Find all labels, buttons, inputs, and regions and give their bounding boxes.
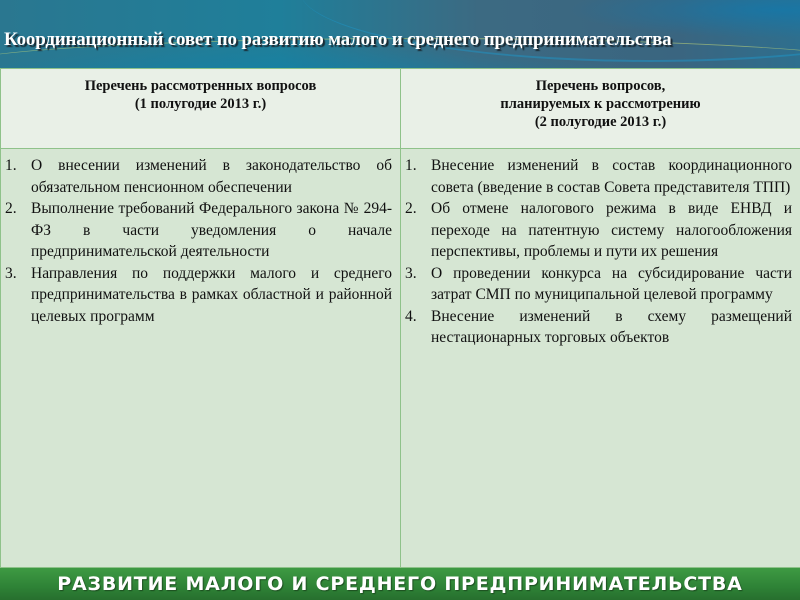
item-text: Направления по поддержки малого и среднего предпринимательства в рамках областной и районной целевых программ — [31, 264, 392, 325]
footer-banner — [0, 568, 800, 600]
item-number: 4. — [405, 307, 417, 325]
list-item — [401, 263, 792, 306]
considered-issues-cell — [1, 149, 401, 568]
list-item — [1, 198, 392, 263]
heading-line: (2 полугодие 2013 г.) — [534, 114, 667, 130]
heading-line: (1 полугодие 2013 г.) — [134, 96, 267, 112]
item-number: 2. — [5, 200, 17, 217]
item-number: 1. — [5, 157, 17, 174]
considered-issues-list — [1, 149, 400, 327]
item-number: 1. — [405, 157, 417, 174]
item-text: Выполнение требований Федерального закона № 294-ФЗ в части уведомления о начале предпринимательской деятельности — [31, 200, 392, 260]
agenda-table — [0, 68, 800, 568]
slide-title: Координационный совет по развитию малого и среднего предпринимательства — [4, 29, 672, 50]
item-text: О внесении изменений в законодательство об обязательном пенсионном обеспечении — [31, 157, 392, 196]
slide-header — [0, 0, 800, 68]
column-heading-second-half — [401, 69, 800, 149]
list-item — [401, 155, 792, 198]
column-heading-first-half — [1, 69, 401, 149]
item-text: Внесение изменений в состав координационного совета (введение в состав Совета представителя ТПП) — [431, 157, 792, 196]
item-text: О проведении конкурса на субсидирование части затрат СМП по муниципальной целевой программу — [431, 264, 792, 303]
planned-issues-list — [401, 149, 800, 349]
footer-banner-text: РАЗВИТИЕ МАЛОГО И СРЕДНЕГО ПРЕДПРИНИМАТЕЛЬСТВА — [57, 573, 743, 595]
list-item — [401, 306, 792, 349]
table-body-row — [1, 149, 800, 568]
item-number: 2. — [405, 200, 417, 217]
item-number: 3. — [5, 264, 17, 282]
table-header-row — [1, 69, 800, 149]
heading-line: планируемых к рассмотрению — [500, 96, 701, 112]
heading-line: Перечень вопросов, — [535, 78, 666, 94]
item-number: 3. — [405, 264, 417, 282]
planned-issues-cell — [401, 149, 800, 568]
list-item — [1, 155, 392, 198]
list-item — [1, 263, 392, 328]
item-text: Об отмене налогового режима в виде ЕНВД и переходе на патентную систему налогообложения перспективы, проблемы и пути их решения — [431, 200, 792, 260]
item-text: Внесение изменений в схему размещений нестационарных торговых объектов — [431, 307, 792, 346]
list-item — [401, 198, 792, 263]
heading-line: Перечень рассмотренных вопросов — [84, 78, 317, 94]
